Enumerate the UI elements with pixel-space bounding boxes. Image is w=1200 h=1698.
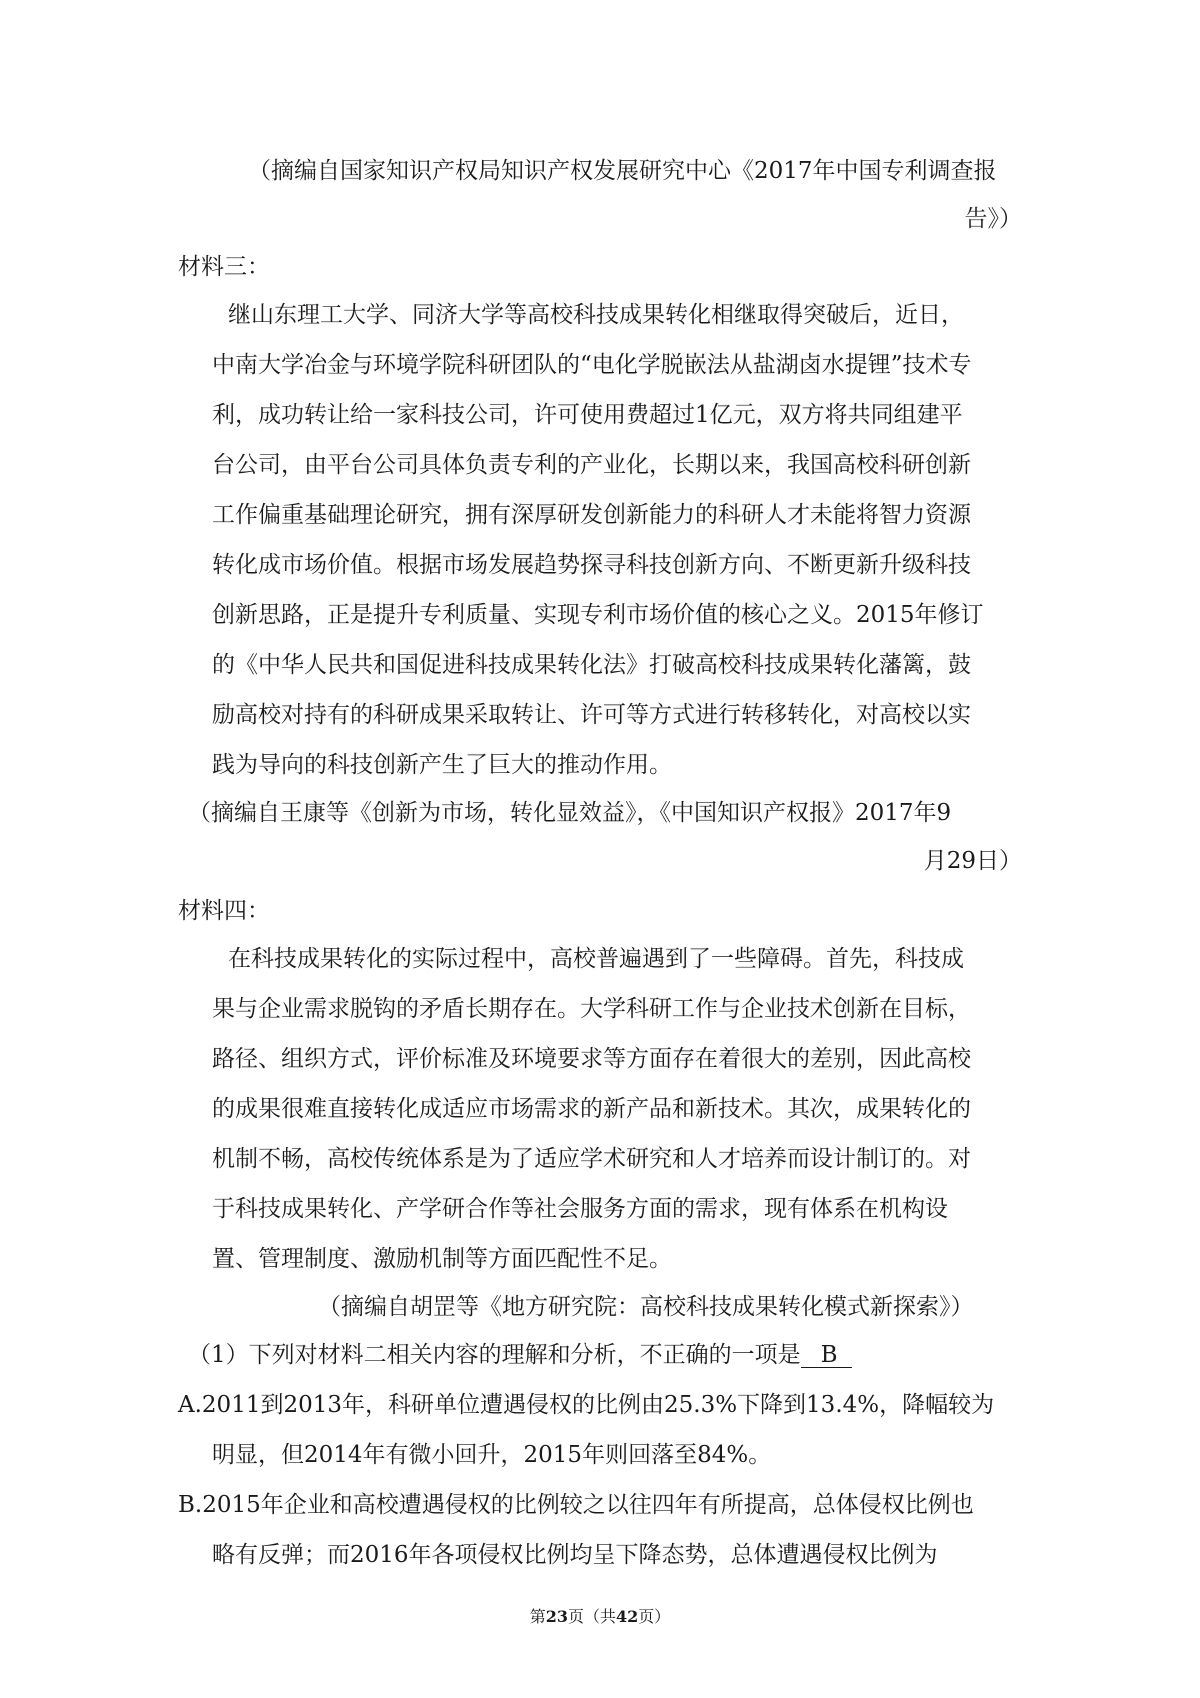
paragraph-line: 路径、组织方式，评价标准及环境要求等方面存在着很大的差别，因此高校 xyxy=(212,1046,971,1072)
paragraph-line: 践为导向的科技创新产生了巨大的推动作用。 xyxy=(212,752,672,778)
paragraph-line: 继山东理工大学、同济大学等高校科技成果转化相继取得突破后，近日， xyxy=(228,302,964,328)
source-citation: （摘编自国家知识产权局知识产权发展研究中心《2017年中国专利调查报 xyxy=(248,158,997,184)
source-citation: （摘编自王康等《创新为市场，转化显效益》，《中国知识产权报》2017年9 xyxy=(188,800,952,826)
question-text: （1）下列对材料二相关内容的理解和分析，不正确的一项是 xyxy=(188,1342,801,1368)
paragraph-line: 的成果很难直接转化成适应市场需求的新产品和新技术。其次，成果转化的 xyxy=(212,1096,971,1122)
paragraph-line: 台公司，由平台公司具体负责专利的产业化，长期以来，我国高校科研创新 xyxy=(212,452,971,478)
paragraph-line: 励高校对持有的科研成果采取转让、许可等方式进行转移转化，对高校以实 xyxy=(212,702,971,728)
source-citation: （摘编自胡罡等《地方研究院：高校科技成果转化模式新探索》） xyxy=(318,1294,974,1320)
page-number: 23 xyxy=(545,1607,568,1626)
paragraph-line: 置、管理制度、激励机制等方面匹配性不足。 xyxy=(212,1246,672,1272)
option-b-line: B.2015年企业和高校遭遇侵权的比例较之以往四年有所提高，总体侵权比例也 xyxy=(178,1492,974,1518)
paragraph-line: 的《中华人民共和国促进科技成果转化法》打破高校科技成果转化藩篱，鼓 xyxy=(212,652,971,678)
option-a-line: 明显，但2014年有微小回升，2015年则回落至84%。 xyxy=(212,1442,772,1468)
paragraph-line: 在科技成果转化的实际过程中，高校普遍遇到了一些障碍。首先，科技成 xyxy=(228,946,964,972)
total-pages: 42 xyxy=(616,1607,639,1626)
material-3-heading: 材料三： xyxy=(178,254,270,280)
paragraph-line: 于科技成果转化、产学研合作等社会服务方面的需求，现有体系在机构设 xyxy=(212,1196,948,1222)
page-footer: 第23页（共42页） xyxy=(529,1607,671,1626)
option-b-line: 略有反弹；而2016年各项侵权比例均呈下降态势，总体遭遇侵权比例为 xyxy=(212,1542,938,1568)
material-4-heading: 材料四： xyxy=(178,898,270,924)
paragraph-line: 果与企业需求脱钩的矛盾长期存在。大学科研工作与企业技术创新在目标， xyxy=(212,996,971,1022)
paragraph-line: 转化成市场价值。根据市场发展趋势探寻科技创新方向、不断更新升级科技 xyxy=(212,552,971,578)
source-citation-continued: 月29日） xyxy=(923,848,1022,874)
option-a-line: A.2011到2013年，科研单位遭遇侵权的比例由25.3%下降到13.4%，降幅较为 xyxy=(178,1392,995,1418)
paragraph-line: 创新思路，正是提升专利质量、实现专利市场价值的核心之义。2015年修订 xyxy=(212,602,984,628)
paragraph-line: 利，成功转让给一家科技公司，许可使用费超过1亿元，双方将共同组建平 xyxy=(212,402,963,428)
paragraph-line: 中南大学冶金与环境学院科研团队的“电化学脱嵌法从盐湖卤水提锂”技术专 xyxy=(212,352,972,378)
source-citation-continued: 告》） xyxy=(964,206,1022,232)
question-prompt xyxy=(188,1340,852,1370)
answer-blank: B xyxy=(801,1343,852,1368)
paragraph-line: 工作偏重基础理论研究，拥有深厚研发创新能力的科研人才未能将智力资源 xyxy=(212,502,971,528)
paragraph-line: 机制不畅，高校传统体系是为了适应学术研究和人才培养而设计制订的。对 xyxy=(212,1146,971,1172)
